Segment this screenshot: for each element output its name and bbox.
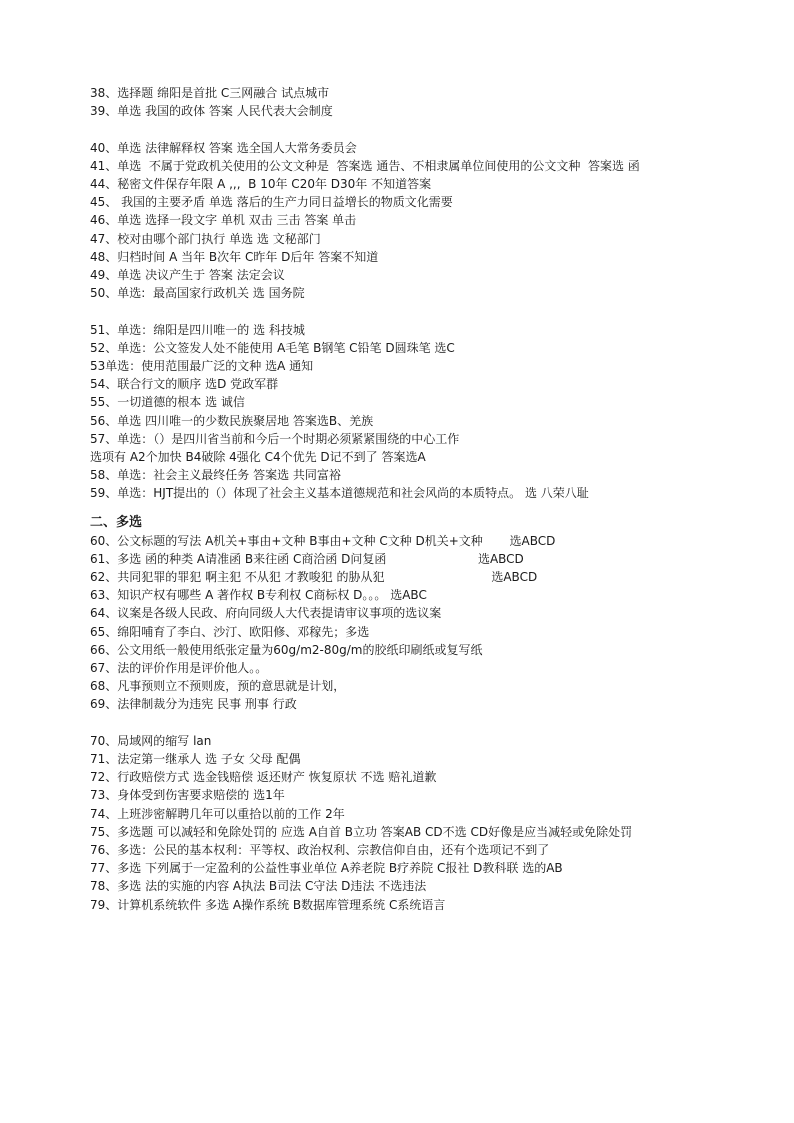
- blank-line: [90, 302, 720, 320]
- question-39: 39、单选 我国的政体 答案 人民代表大会制度: [90, 104, 333, 119]
- question-46: 46、单选 选择一段文字 单机 双击 三击 答案 单击: [90, 213, 357, 228]
- question-54: 54、联合行文的顺序 选D 党政军群: [90, 377, 279, 392]
- blank-line: [90, 714, 720, 732]
- question-65: 65、绵阳哺育了李白、沙汀、欧阳修、邓稼先；多选: [90, 624, 370, 639]
- question-57: 57、单选：（）是四川省当前和今后一个时期必须紧紧围绕的中心工作: [90, 431, 460, 446]
- question-61: 61、多选 函的种类 A请准函 B来往函 C商洽函 D问复函 选ABCD: [90, 551, 524, 566]
- question-53: 53单选：使用范围最广泛的文种 选A 通知: [90, 359, 314, 374]
- blank-line: [90, 503, 720, 513]
- question-76: 76、多选：公民的基本权利：平等权、政治权利、宗教信仰自由，还有个选项记不到了: [90, 843, 550, 858]
- question-62: 62、共同犯罪的罪犯 啊主犯 不从犯 才教唆犯 的胁从犯 选ABCD: [90, 570, 538, 585]
- section-heading: 二、多选: [90, 514, 143, 530]
- question-70: 70、局域网的缩写 lan: [90, 733, 212, 748]
- question-55: 55、一切道德的根本 选 诚信: [90, 395, 245, 410]
- question-71: 71、法定第一继承人 选 子女 父母 配偶: [90, 752, 301, 767]
- question-78: 78、多选 法的实施的内容 A执法 B司法 C守法 D违法 不选违法: [90, 879, 427, 894]
- question-52: 52、单选：公文签发人处不能使用 A毛笔 B钢笔 C铅笔 D圆珠笔 选C: [90, 340, 455, 355]
- question-49: 49、单选 决议产生于 答案 法定会议: [90, 268, 285, 283]
- blank-line: [90, 120, 720, 138]
- question-73: 73、身体受到伤害要求赔偿的 选1年: [90, 788, 285, 803]
- question-45: 45、 我国的主要矛盾 单选 落后的生产力同日益增长的物质文化需要: [90, 195, 453, 210]
- document-page: [90, 84, 720, 914]
- question-66: 66、公文用纸一般使用纸张定量为60g/m2-80g/m的胶纸印刷纸或复写纸: [90, 642, 483, 657]
- question-51: 51、单选：绵阳是四川唯一的 选 科技城: [90, 322, 305, 337]
- question-44: 44、秘密文件保存年限 A ,,, B 10年 C20年 D30年 不知道答案: [90, 177, 432, 191]
- question-60: 60、公文标题的写法 A机关+事由+文种 B事由+文种 C文种 D机关+文种 选ABCD: [90, 533, 556, 548]
- question-79: 79、计算机系统软件 多选 A操作系统 B数据库管理系统 C系统语言: [90, 897, 446, 912]
- question-48: 48、归档时间 A 当年 B次年 C昨年 D后年 答案不知道: [90, 249, 379, 264]
- question-41: 41、单选 不属于党政机关使用的公文文种是 答案选 通告、不相隶属单位间使用的公文文种 答案选 函: [90, 158, 640, 173]
- question-69: 69、法律制裁分为违宪 民事 刑事 行政: [90, 697, 297, 712]
- question-74: 74、上班涉密解聘几年可以重拾以前的工作 2年: [90, 806, 345, 821]
- question-72: 72、行政赔偿方式 选金钱赔偿 返还财产 恢复原状 不选 赔礼道歉: [90, 770, 437, 785]
- question-67: 67、法的评价作用是评价他人。。: [90, 661, 268, 676]
- question-58: 58、单选：社会主义最终任务 答案选 共同富裕: [90, 468, 341, 483]
- question-56: 56、单选 四川唯一的少数民族聚居地 答案选B、羌族: [90, 413, 374, 428]
- question-77: 77、多选 下列属于一定盈利的公益性事业单位 A养老院 B疗养院 C报社 D教科联 选的AB: [90, 861, 563, 876]
- question-50: 50、单选: 最高国家行政机关 选 国务院: [90, 286, 305, 301]
- question-68: 68、凡事预则立不预则废，预的意思就是计划，: [90, 679, 346, 694]
- question-47: 47、校对由哪个部门执行 单选 选 文秘部门: [90, 231, 321, 246]
- question-75: 75、多选题 可以减轻和免除处罚的 应选 A自首 B立功 答案AB CD不选 CD好像是应当减轻或免除处罚: [90, 824, 633, 839]
- question-63: 63、知识产权有哪些 A 著作权 B专利权 C商标权 D。。。 选ABC: [90, 588, 427, 603]
- question-57-options: 选项有 A2个加快 B4破除 4强化 C4个优先 D记不到了 答案选A: [90, 450, 426, 465]
- question-64: 64、议案是各级人民政、府向同级人大代表提请审议事项的选议案: [90, 606, 442, 621]
- question-40: 40、单选 法律解释权 答案 选全国人大常务委员会: [90, 140, 357, 155]
- question-38: 38、选择题 绵阳是首批 C三网融合 试点城市: [90, 86, 330, 100]
- question-59: 59、单选：HJT提出的（）体现了社会主义基本道德规范和社会风尚的本质特点。 选 八荣八耻: [90, 486, 589, 501]
